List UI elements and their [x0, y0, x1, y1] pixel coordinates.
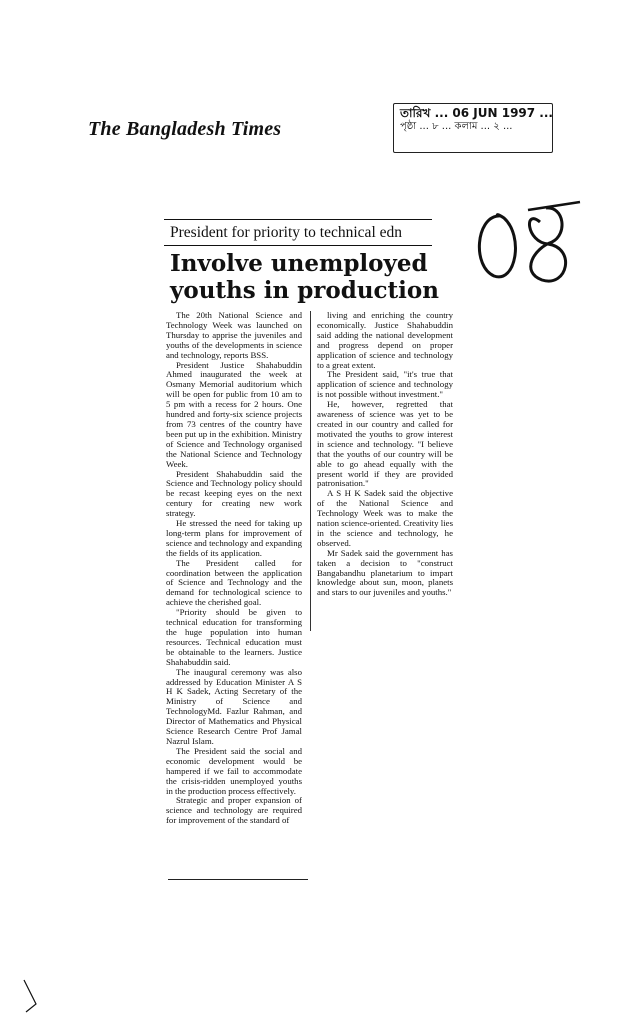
article-column-right	[317, 311, 453, 598]
article-paragraph: Mr Sadek said the government has taken a decision to "construct Bangabandhu planetarium to impart knowledge about sun, moon, planets and stars to our juveniles and youths."	[317, 547, 453, 598]
article-paragraph: He, however, regretted that awareness of science was yet to be created in our country and called for motivated the youths to grow interest in science and technology. "I believe that the youths of our country will be able to go ahead equally with the present world if they are provided patronisation."	[317, 399, 453, 489]
page-corner-mark	[22, 978, 42, 1014]
column-divider	[310, 311, 311, 631]
article-paragraph: living and enriching the country economically. Justice Shahabuddin said adding the national development and progress depend on proper application of science and technology to a great extent.	[317, 310, 453, 370]
article-paragraph: "Priority should be given to technical education for transforming the huge population into human resources. Technical education must be obtainable to the learners. Justice Shahabuddin said.	[166, 607, 302, 667]
article-paragraph: He stressed the need for taking up long-term plans for improvement of science and technology and expanding the fields of its application.	[166, 518, 302, 558]
article-paragraph: A S H K Sadek said the objective of the National Science and Technology Week was to make the nation science-oriented. Creativity lies in the science and technology, he observed.	[317, 488, 453, 548]
article-headline	[170, 250, 445, 304]
article-kicker: President for priority to technical edn	[164, 219, 432, 246]
headline-line-1: Involve unemployed	[170, 250, 428, 277]
stamp-page-line: পৃষ্ঠা ... ৮ ... কলাম ... ২ ...	[400, 121, 513, 132]
article-paragraph: The President said, "it's true that application of science and technology is not possible without investment."	[317, 369, 453, 400]
news-clipping	[158, 219, 453, 826]
article-paragraph: The President called for coordination between the application of Science and Technology and the demand for technological science to achieve the cherished goal.	[166, 557, 302, 608]
article-paragraph: President Justice Shahabuddin Ahmed inaugurated the week at Osmany Memorial auditorium which will be open for public from 10 am to 5 pm with a recess for 2 hours. One hundred and forty-six science projects from 73 centres of the country have been put up in the exhibition. Ministry of Science and Technology organised the National Science and Technology Week.	[166, 359, 302, 469]
handwritten-number-mark	[468, 196, 588, 292]
article-column-left	[166, 311, 302, 826]
clipping-bottom-rule	[168, 879, 308, 880]
stamp-date-line: তারিখ ... 06 JUN 1997 ...	[400, 106, 553, 120]
article-paragraph: Strategic and proper expansion of science and technology are required for improvement of the standard of	[166, 795, 302, 826]
article-paragraph: The 20th National Science and Technology Week was launched on Thursday to apprise the juveniles and youths of the developments in science and technology, reports BSS.	[166, 310, 302, 360]
masthead-title: The Bangladesh Times	[88, 118, 282, 140]
article-paragraph: The inaugural ceremony was also addressed by Education Minister A S H K Sadek, Acting Secretary of the Ministry of Science and TechnologyMd. Fazlur Rahman, and Director of Mathematics and Physical Science Research Centre Prof Jamal Nazrul Islam.	[166, 666, 302, 746]
article-paragraph: President Shahabuddin said the Science and Technology policy should be recast keeping eyes on the next century for creating new work strategy.	[166, 468, 302, 519]
date-stamp	[393, 103, 553, 153]
article-paragraph: The President said the social and economic development would be hampered if we fail to accommodate the crisis-ridden unemployed youths in the production process effectively.	[166, 745, 302, 796]
headline-line-2: youths in production	[170, 277, 439, 304]
